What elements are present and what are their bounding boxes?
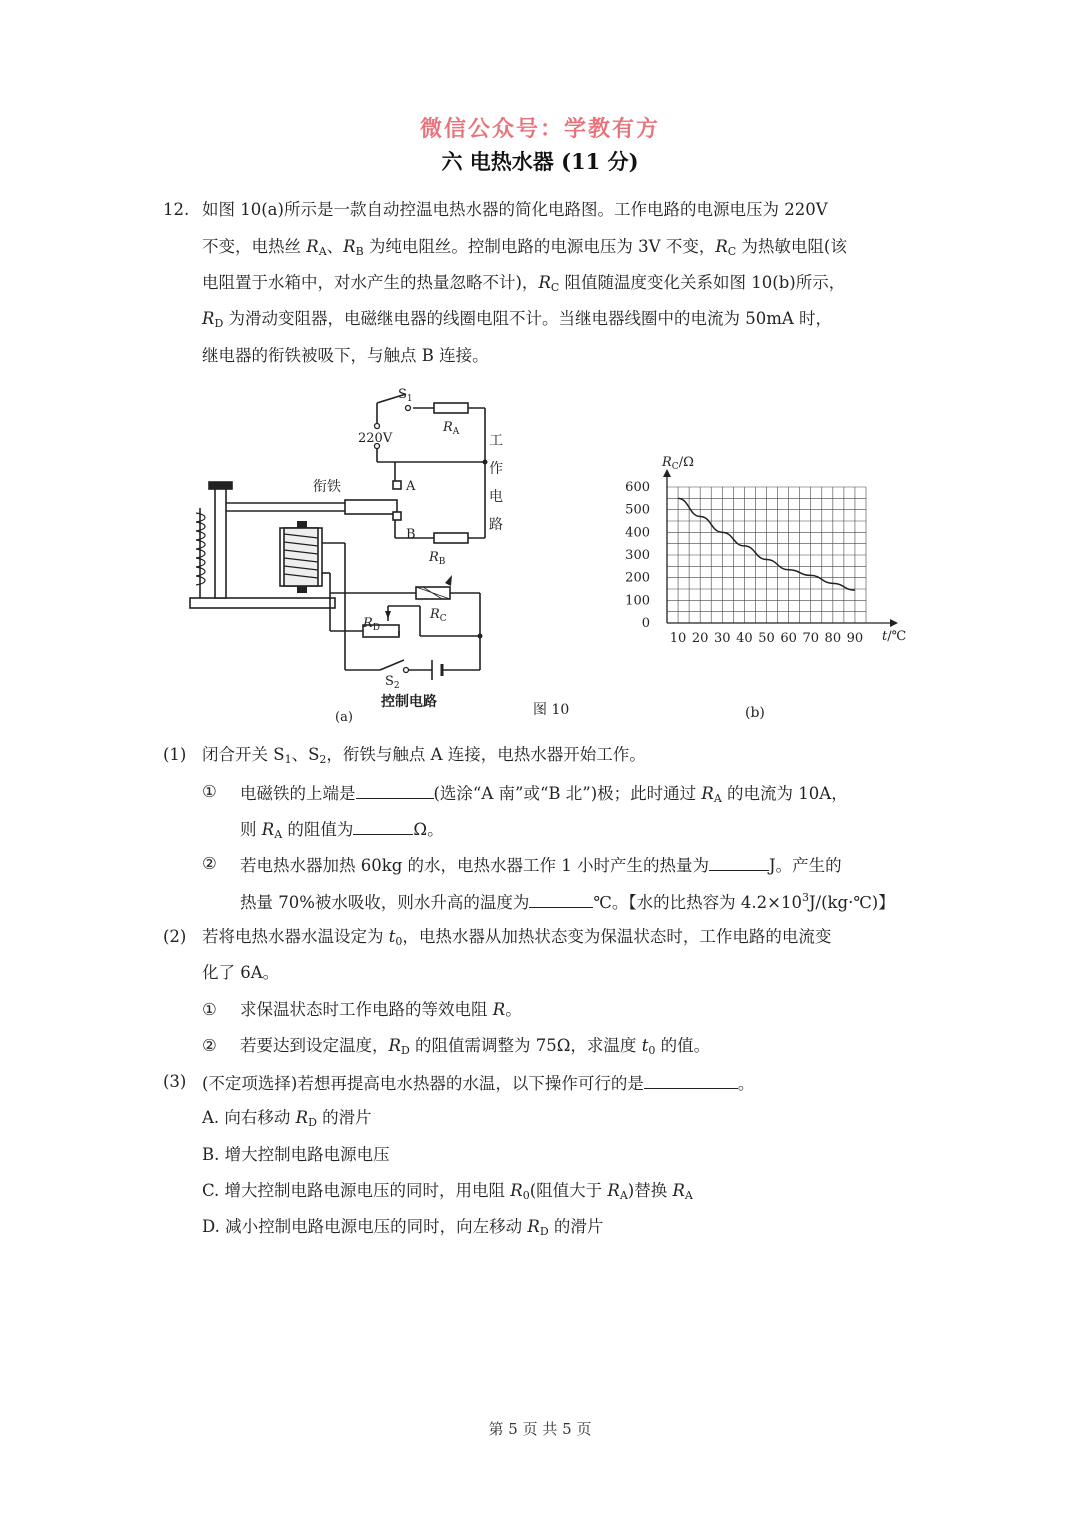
- answer-blank: [356, 781, 434, 799]
- x-tick-label: 50: [758, 631, 775, 646]
- section-title: 六 电热水器 (11 分): [441, 149, 639, 174]
- y-tick-label: 300: [625, 548, 650, 563]
- figure-a-label: (a): [335, 710, 353, 723]
- part1-q2-line2: 热量 70%被水吸收，则水升高的温度为 ℃。【水的比热容为 $4.2\times 10^3J/(kg\cdot℃)$】: [240, 891, 895, 912]
- question-number: 12.: [163, 200, 190, 219]
- rb-label: $R_B$: [429, 550, 446, 567]
- control-circuit-label: 控制电路: [381, 694, 437, 710]
- stem-line: 继电器的衔铁被吸下，与触点 B 连接。: [202, 346, 489, 365]
- ra-label: $R_A$: [443, 420, 460, 437]
- option-c: C. 增大控制电路电源电压的同时，用电阻 $R_0$(阻值大于 $R_A$)替换 $R_A$: [202, 1181, 693, 1202]
- rc-label: $R_C$: [430, 607, 447, 624]
- y-tick-label: 400: [625, 525, 650, 541]
- part2-number: (2): [163, 927, 187, 946]
- part1-number: (1): [163, 745, 187, 764]
- y-tick-label: 600: [625, 480, 650, 495]
- part1-text: 闭合开关 $S_1$、$S_2$，衔铁与触点 A 连接，电热水器开始工作。: [202, 745, 646, 766]
- part3-stem: (不定项选择)若想再提高电水热器的水温，以下操作可行的是 。: [202, 1071, 754, 1095]
- voltage-label: 220V: [358, 431, 393, 446]
- x-tick-label: 20: [691, 631, 709, 646]
- rc-temperature-chart: [610, 445, 920, 655]
- x-tick-label: 40: [736, 631, 753, 646]
- x-tick-label: 90: [846, 631, 864, 646]
- work-circuit-label-3: 电: [489, 489, 503, 505]
- s2-label: $S_2$: [385, 674, 400, 691]
- circle-1-icon: ①: [202, 1000, 217, 1019]
- part3-number: (3): [163, 1072, 187, 1091]
- y-axis-arrow-icon: [663, 469, 671, 477]
- x-axis-arrow-icon: [890, 619, 898, 627]
- y-tick-label: 500: [625, 502, 650, 518]
- x-tick-label: 30: [714, 631, 731, 646]
- y-tick-label: 200: [625, 570, 650, 586]
- circle-2-icon: ②: [202, 1036, 217, 1055]
- page-footer: 第 5 页 共 5 页: [488, 1420, 592, 1438]
- part1-q1-line1: 电磁铁的上端是 (选涂“A 南”或“B 北”)极；此时通过 $R_A$ 的电流为 10A，: [240, 781, 848, 805]
- watermark: 微信公众号：学教有方: [419, 116, 660, 142]
- x-tick-label: 80: [824, 631, 842, 646]
- circle-1-icon: ①: [202, 782, 217, 801]
- y-tick-label: 100: [625, 593, 650, 609]
- part2-line2: 化了 6A。: [202, 963, 280, 982]
- figure-caption: 图 10: [533, 702, 570, 718]
- part2-q1: 求保温状态时工作电路的等效电阻 R。: [240, 1000, 522, 1019]
- circle-2-icon: ②: [202, 854, 217, 873]
- part2-q2: 若要达到设定温度，$R_D$ 的阻值需调整为 75Ω，求温度 $t_0$ 的值。: [240, 1036, 711, 1057]
- answer-blank: [353, 817, 413, 835]
- x-axis-label: t/℃: [882, 629, 907, 644]
- s1-label: $S_1$: [398, 387, 413, 404]
- part1-q2-line1: 若电热水器加热 60kg 的水，电热水器工作 1 小时产生的热量为 J。产生的: [240, 853, 842, 877]
- rd-label: $R_D$: [363, 616, 381, 633]
- stem-line: 不变，电热丝 $R_A$、$R_B$ 为纯电阻丝。控制电路的电源电压为 3V 不变，$R_C$ 为热敏电阻(该: [202, 237, 847, 258]
- chart-grid: [667, 487, 866, 623]
- figure-b-label: (b): [745, 705, 765, 721]
- armature-label: 衔铁: [313, 479, 341, 495]
- answer-blank: [709, 853, 769, 871]
- stem-line: $R_D$ 为滑动变阻器，电磁继电器的线圈电阻不计。当继电器线圈中的电流为 50mA 时，: [202, 309, 833, 330]
- circuit-diagram: [180, 378, 510, 723]
- stem-line: 如图 10(a)所示是一款自动控温电热水器的简化电路图。工作电路的电源电压为 220V: [202, 200, 828, 219]
- x-tick-label: 60: [780, 631, 797, 646]
- work-circuit-label-4: 路: [489, 517, 503, 533]
- part2-line1: 若将电热水器水温设定为 $t_0$，电热水器从加热状态变为保温状态时，工作电路的电流变: [202, 927, 832, 948]
- stem-line: 电阻置于水箱中，对水产生的热量忽略不计)，$R_C$ 阻值随温度变化关系如图 10(b)所示，: [202, 273, 846, 294]
- y-tick-label: 0: [641, 616, 650, 631]
- chart-axes: [663, 469, 898, 627]
- answer-blank: [644, 1071, 738, 1089]
- option-d: D. 减小控制电路电源电压的同时，向左移动 $R_D$ 的滑片: [202, 1217, 604, 1238]
- answer-blank: [529, 890, 593, 908]
- option-a: A. 向右移动 $R_D$ 的滑片: [202, 1108, 372, 1129]
- y-axis-label: $R_C/\Omega$: [662, 455, 694, 472]
- x-tick-label: 70: [802, 631, 819, 646]
- work-circuit-label-2: 作: [489, 461, 503, 477]
- option-b: B. 增大控制电路电源电压: [202, 1145, 390, 1164]
- x-tick-label: 10: [669, 631, 687, 646]
- work-circuit-label-1: 工: [489, 433, 503, 449]
- contact-a-label: A: [406, 479, 416, 494]
- part1-q1-line2: 则 $R_A$ 的阻值为 Ω。: [240, 817, 444, 841]
- contact-b-label: B: [406, 527, 416, 542]
